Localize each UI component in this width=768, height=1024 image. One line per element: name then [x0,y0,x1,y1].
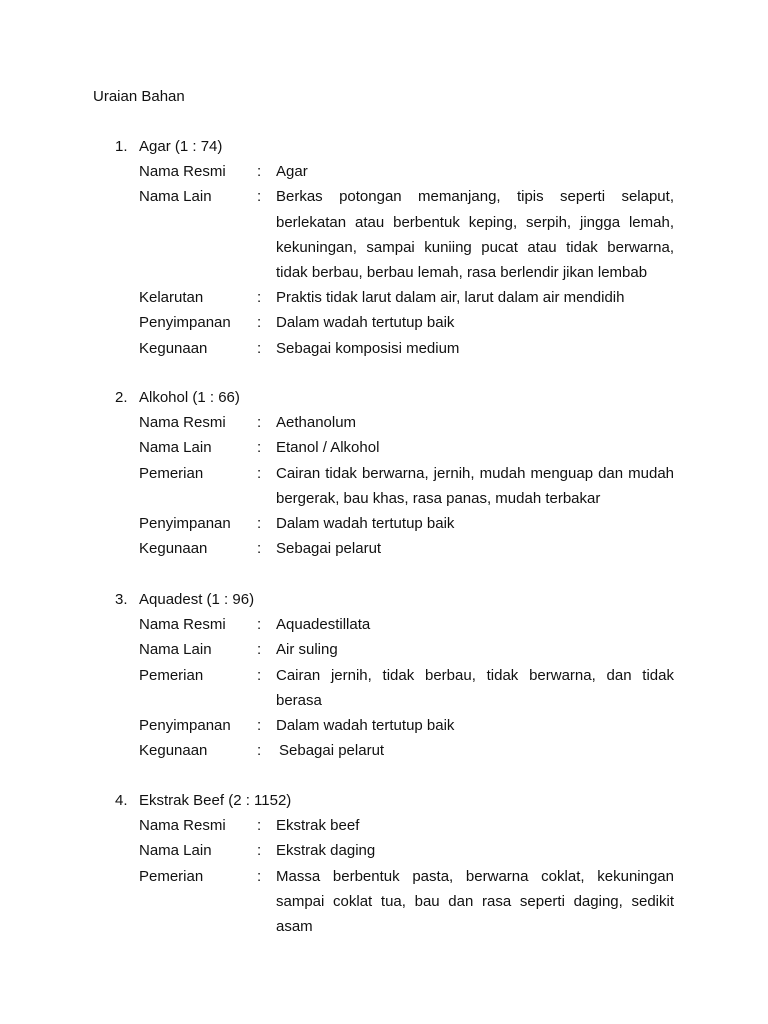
item-title: Aquadest (1 : 96) [139,591,255,608]
property-label: Penyimpanan [139,515,231,532]
property-row-nama-lain [0,637,768,662]
property-row-kegunaan [0,336,768,361]
property-label: Nama Lain [139,641,212,659]
property-value: Dalam wadah tertutup baik [276,314,455,332]
property-value: Dalam wadah tertutup baik [276,515,455,532]
property-value: Berkas potongan memanjang, tipis seperti selaput, berlekatan atau berbentuk keping, serpih, jingga lemah, kekuningan, sampai kuniing pucat atau tidak berwarna, tidak berbau, berbau lemah, rasa berlendir jikan lembab [276,188,674,281]
item-header [0,788,768,813]
property-value: Air suling [276,641,338,659]
property-label: Kegunaan [139,742,208,760]
property-row-pemerian [0,864,768,940]
colon-separator: : [257,867,262,885]
property-row-nama-resmi [0,813,768,838]
property-row-kelarutan [0,285,768,310]
item-aquadest [0,587,768,763]
property-row-pemerian [0,663,768,713]
colon-separator: : [257,666,262,684]
property-value: Sebagai komposisi medium [276,339,460,357]
property-value: Sebagai pelarut [279,742,385,760]
property-value: Aquadestillata [276,616,371,634]
property-value: Etanol / Alkohol [276,439,380,457]
property-value: Cairan jernih, tidak berbau, tidak berwarna, dan tidak berasa [276,666,674,709]
property-label: Pemerian [139,464,204,482]
property-value: Ekstrak daging [276,842,376,860]
property-row-penyimpanan [0,713,768,738]
item-number: 1. [115,138,128,155]
property-label: Nama Resmi [139,616,226,634]
property-label: Nama Resmi [139,817,226,835]
property-label: Nama Lain [139,842,212,860]
property-row-kegunaan [0,738,768,763]
property-label: Penyimpanan [139,314,231,332]
property-row-nama-lain [0,435,768,460]
item-alkohol [0,385,768,561]
property-value: Massa berbentuk pasta, berwarna coklat, kekuningan sampai coklat tua, bau dan rasa seperti daging, sedikit asam [276,867,674,935]
property-row-nama-resmi [0,159,768,184]
item-title: Alkohol (1 : 66) [139,389,240,406]
property-row-nama-resmi [0,410,768,435]
property-label: Kelarutan [139,289,204,307]
property-value: Dalam wadah tertutup baik [276,717,455,734]
property-row-kegunaan [0,536,768,561]
property-label: Nama Lain [139,188,212,206]
item-number: 2. [115,389,128,406]
colon-separator: : [257,742,262,760]
colon-separator: : [257,616,262,634]
property-value: Cairan tidak berwarna, jernih, mudah menguap dan mudah bergerak, bau khas, rasa panas, mudah terbakar [276,464,674,507]
property-label: Nama Resmi [139,414,226,432]
colon-separator: : [257,163,262,181]
colon-separator: : [257,641,262,659]
property-label: Kegunaan [139,339,208,357]
property-row-penyimpanan [0,310,768,335]
property-label: Pemerian [139,867,204,885]
property-row-penyimpanan [0,511,768,536]
colon-separator: : [257,817,262,835]
page-heading: Uraian Bahan [93,88,185,105]
colon-separator: : [257,540,262,558]
property-value: Sebagai pelarut [276,540,382,558]
colon-separator: : [257,464,262,482]
property-row-nama-lain [0,184,768,285]
property-value: Ekstrak beef [276,817,360,835]
property-label: Penyimpanan [139,717,231,734]
item-title: Ekstrak Beef (2 : 1152) [139,792,292,809]
colon-separator: : [257,515,262,532]
item-header [0,587,768,612]
item-number: 3. [115,591,128,608]
property-label: Pemerian [139,666,204,684]
item-ekstrak-beef [0,788,768,939]
property-label: Nama Resmi [139,163,226,181]
property-row-pemerian [0,461,768,511]
colon-separator: : [257,717,262,734]
property-label: Nama Lain [139,439,212,457]
colon-separator: : [257,439,262,457]
property-value: Praktis tidak larut dalam air, larut dalam air mendidih [276,289,625,307]
property-row-nama-lain [0,838,768,863]
item-header [0,385,768,410]
item-header [0,134,768,159]
property-value: Aethanolum [276,414,357,432]
colon-separator: : [257,842,262,860]
item-agar [0,134,768,361]
colon-separator: : [257,188,262,206]
colon-separator: : [257,339,262,357]
property-row-nama-resmi [0,612,768,637]
colon-separator: : [257,289,262,307]
item-number: 4. [115,792,128,809]
colon-separator: : [257,314,262,332]
colon-separator: : [257,414,262,432]
property-value: Agar [276,163,308,181]
property-label: Kegunaan [139,540,208,558]
item-title: Agar (1 : 74) [139,138,223,155]
